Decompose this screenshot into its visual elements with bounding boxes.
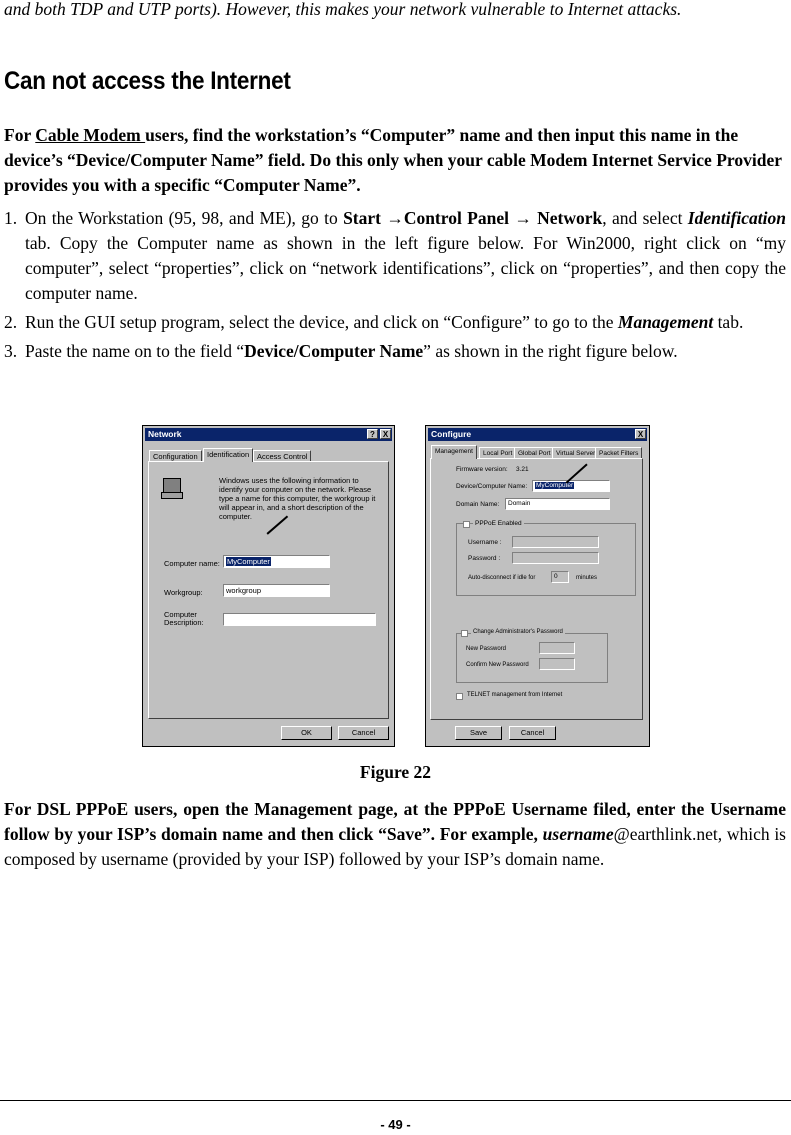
username-label: Username :: [468, 539, 502, 546]
new-password-label: New Password: [466, 646, 507, 652]
cable-modem-link: Cable Modem: [35, 125, 146, 145]
configure-title: Configure: [431, 429, 472, 439]
tab-virtual-server[interactable]: Virtual Server: [552, 447, 599, 459]
username-example: username: [542, 824, 614, 844]
step-text: tab.: [713, 312, 744, 332]
cable-modem-paragraph: [4, 123, 789, 198]
dsl-pppoe-paragraph: [4, 797, 786, 872]
cable-prefix: For: [4, 125, 36, 145]
domain-name-field[interactable]: Domain: [505, 498, 610, 510]
configure-titlebar: [428, 428, 647, 441]
device-name-field[interactable]: [532, 480, 610, 492]
help-icon[interactable]: ?: [367, 429, 378, 439]
cable-rest: users, find the workstation’s “Computer” name and then input this name in the device’s “Device/Computer Name” field. Do this only when your cable Modem Internet Service Provider provides you with a specific “Computer Name”.: [4, 125, 782, 195]
pppoe-label: PPPoE Enabled: [475, 520, 522, 527]
step-2: [4, 310, 786, 335]
tab-local-port[interactable]: Local Port: [479, 447, 516, 459]
tab-management[interactable]: Management: [431, 445, 477, 459]
domain-name-label: Domain Name:: [456, 501, 500, 508]
password-field[interactable]: [512, 552, 599, 564]
step-text: ” as shown in the right figure below.: [423, 341, 678, 361]
workgroup-label: Workgroup:: [164, 588, 203, 597]
control-panel-label: Control Panel: [403, 208, 515, 228]
device-computer-name-label: Device/Computer Name: [244, 341, 424, 361]
arrow-right-icon: →: [514, 208, 532, 228]
autodisconnect-field[interactable]: 0: [551, 571, 569, 583]
configure-dialog: [425, 425, 650, 747]
computer-icon-base: [161, 492, 183, 499]
cancel-button[interactable]: Cancel: [338, 726, 389, 740]
step-number: 3.: [4, 341, 18, 361]
computer-description-field[interactable]: [223, 613, 376, 626]
dsl-bold-text: For DSL PPPoE users, open the Management page, at the PPPoE Username filed, enter the Username follow by your ISP’s domain name and then click “Save”. For example,: [4, 799, 786, 844]
computer-description-label: Computer Description:: [164, 610, 204, 627]
footer-rule: [0, 1100, 791, 1101]
minutes-label: minutes: [576, 575, 598, 581]
step-text: , and select: [602, 208, 688, 228]
network-label: Network: [531, 208, 603, 228]
tab-packet-filters[interactable]: Packet Filters: [595, 447, 642, 459]
management-panel: [430, 458, 643, 720]
close-icon[interactable]: X: [635, 429, 646, 439]
intro-text: and both TDP and UTP ports). However, this makes your network vulnerable to Internet attacks.: [4, 0, 682, 19]
change-password-checkbox[interactable]: [461, 630, 468, 637]
save-button[interactable]: Save: [455, 726, 502, 740]
step-3: [4, 339, 786, 364]
identification-panel: [148, 461, 389, 719]
tab-global-port[interactable]: Global Port: [514, 447, 555, 459]
step-number: 2.: [4, 312, 18, 332]
firmware-label: Firmware version:: [456, 466, 508, 473]
device-name-value: MyComputer: [536, 482, 574, 489]
step-1: [4, 206, 786, 306]
telnet-checkbox[interactable]: [456, 693, 463, 700]
device-name-label: Device/Computer Name:: [456, 483, 528, 490]
dsl-rest-text: @earthlink.net, which is composed by username (provided by your ISP) followed by your ISP’s domain name.: [4, 824, 786, 869]
tab-identification[interactable]: Identification: [203, 448, 253, 462]
network-title: Network: [148, 429, 182, 439]
steps-list: [4, 206, 786, 368]
password-label: Password :: [468, 555, 501, 562]
network-titlebar: [145, 428, 392, 441]
identification-label: Identification: [687, 208, 786, 228]
computer-name-label: Computer name:: [164, 559, 220, 568]
step-text: Paste the name on to the field “: [25, 341, 245, 361]
step-text: Run the GUI setup program, select the device, and click on “Configure” to go to the: [25, 312, 618, 332]
step-text: tab. Copy the Computer name as shown in the left figure below. For Win2000, right click on “my computer”, select “properties”, click on “network identifications”, click on “properties”, and then copy the computer name.: [25, 233, 786, 303]
step-text: On the Workstation (95, 98, and ME), go to: [25, 208, 344, 228]
tab-access-control[interactable]: Access Control: [253, 450, 311, 462]
computer-name-value: MyComputer: [227, 557, 270, 566]
management-label: Management: [617, 312, 714, 332]
autodisconnect-label: Auto-disconnect if idle for: [468, 575, 536, 581]
workgroup-field[interactable]: workgroup: [223, 584, 330, 597]
username-field[interactable]: [512, 536, 599, 548]
change-password-group: [456, 633, 608, 683]
figure-caption: Figure 22: [359, 762, 432, 782]
close-icon[interactable]: X: [380, 429, 391, 439]
telnet-label: TELNET management from Internet: [467, 692, 563, 698]
new-password-field[interactable]: [539, 642, 575, 654]
firmware-value: 3.21: [516, 466, 529, 473]
arrow-right-icon: →: [386, 208, 404, 228]
page-number: - 49 -: [380, 1117, 411, 1132]
pppoe-checkbox[interactable]: [463, 521, 470, 528]
cancel-button[interactable]: Cancel: [509, 726, 556, 740]
confirm-password-field[interactable]: [539, 658, 575, 670]
start-label: Start: [343, 208, 387, 228]
computer-name-field[interactable]: [223, 555, 330, 568]
step-number: 1.: [4, 208, 18, 228]
tab-configuration[interactable]: Configuration: [149, 450, 202, 462]
ok-button[interactable]: OK: [281, 726, 332, 740]
identification-description: Windows uses the following information to identify your computer on the network. Please type a name for this computer, the workgroup it will appear in, and a short description of the computer.: [219, 476, 376, 521]
section-heading: Can not access the Internet: [4, 67, 291, 95]
network-dialog: [142, 425, 395, 747]
confirm-password-label: Confirm New Password: [466, 662, 529, 668]
change-password-label: Change Administrator's Password: [473, 629, 563, 635]
